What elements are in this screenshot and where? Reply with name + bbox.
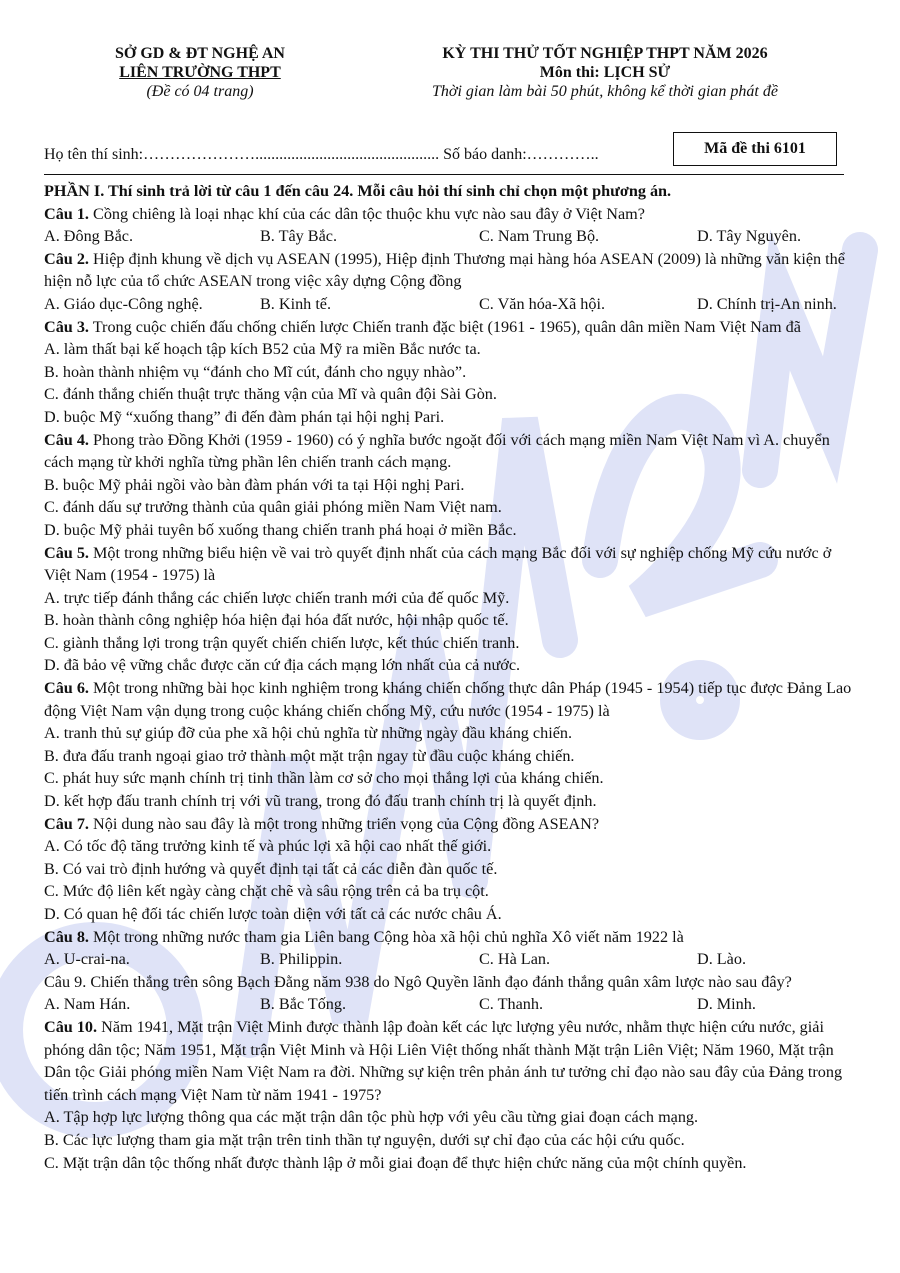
option-c: C. Văn hóa-Xã hội.: [479, 294, 606, 313]
question-label: Câu 9.: [44, 972, 87, 991]
exam-header: [0, 44, 900, 110]
question-7: [44, 813, 856, 836]
exam-time: Thời gian làm bài 50 phút, không kể thời gian phát đề: [432, 83, 778, 100]
option-d: D. buộc Mỹ “xuống thang” đi đến đàm phán tại hội nghị Pari.: [44, 407, 445, 426]
option-a: A. Đông Bắc.: [44, 227, 134, 246]
question-text: Hiệp định khung về dịch vụ ASEAN (1995), Hiệp định Thương mại hàng hóa ASEAN (2009) là những văn kiện thể hiện nỗ lực của tổ chức ASEAN trong việc xây dựng Cộng đồng: [44, 249, 845, 291]
option-a: A. tranh thủ sự giúp đỡ của phe xã hội chủ nghĩa từ những ngày đầu kháng chiến.: [44, 724, 573, 743]
option-c: C. Mặt trận dân tộc thống nhất được thành lập ở mỗi giai đoạn để thực hiện chức năng của một chính quyền.: [44, 1153, 747, 1172]
option-a: A. U-crai-na.: [44, 950, 130, 969]
question-text: Trong cuộc chiến đấu chống chiến lược Chiến tranh đặc biệt (1961 - 1965), quân dân miền Nam Việt Nam đã: [88, 317, 801, 336]
school-name: LIÊN TRƯỜNG THPT: [119, 64, 281, 81]
option-d: D. Có quan hệ đối tác chiến lược toàn diện với tất cả các nước châu Á.: [44, 905, 502, 923]
option-c: C. phát huy sức mạnh chính trị tinh thần làm cơ sở cho mọi thắng lợi của kháng chiến.: [44, 769, 604, 788]
department-name: SỞ GD & ĐT NGHỆ AN: [115, 45, 285, 62]
option-d: D. đã bảo vệ vững chắc được căn cứ địa cách mạng lớn nhất của cả nước.: [44, 656, 521, 675]
option-a: A. trực tiếp đánh thắng các chiến lược chiến tranh mới của đế quốc Mỹ.: [44, 588, 510, 607]
question-text: Năm 1941, Mặt trận Việt Minh được thành lập đoàn kết các lực lượng yêu nước, nhằm thực hiện cứu nước, giải phóng dân tộc; Năm 1951, Mặt trận Việt Minh và Hội Liên Việt thống nhất thành Mặt trận Liên Việt; Năm 1960, Mặt trận Dân tộc Giải phóng miền Nam Việt Nam ra đời. Những sự kiện trên phản ánh tư tưởng chỉ đạo nào sau đây của Đảng trong tiến trình cách mạng Việt Nam từ năm 1941 - 1975?: [44, 1017, 843, 1104]
options-row: [44, 993, 856, 1016]
option-c: C. Mức độ liên kết ngày càng chặt chẽ và sâu rộng trên cả ba trụ cột.: [44, 882, 489, 901]
question-label: Câu 4.: [44, 430, 89, 449]
question-label: Câu 3.: [44, 317, 89, 336]
option-d: D. Minh.: [697, 995, 756, 1014]
options-row: [44, 293, 856, 316]
question-text: Chiến thắng trên sông Bạch Đằng năm 938 do Ngô Quyền lãnh đạo đánh thắng quân xâm lược nào sau đây?: [86, 972, 792, 991]
question-8: [44, 926, 856, 949]
option-b: B. Philippin.: [260, 950, 343, 969]
option-a: A. Tập hợp lực lượng thông qua các mặt trận dân tộc phù hợp với yêu cầu từng giai đoạn cách mạng.: [44, 1108, 699, 1127]
option-c: C. Hà Lan.: [479, 950, 551, 969]
question-label: Câu 10.: [44, 1017, 98, 1036]
question-label: Câu 5.: [44, 543, 89, 562]
question-5: [44, 542, 856, 587]
question-3: [44, 316, 856, 339]
option-b: B. hoàn thành nhiệm vụ “đánh cho Mĩ cút, đánh cho ngụy nhào”.: [44, 362, 467, 381]
question-text: Một trong những bài học kinh nghiệm trong kháng chiến chống thực dân Pháp (1945 - 1954) tiếp tục được Đảng Lao động Việt Nam vận dụng trong cuộc kháng chiến chống Mỹ, cứu nước (1954 - 1975) là: [44, 679, 852, 720]
option-c: C. giành thắng lợi trong trận quyết chiến chiến lược, kết thúc chiến tranh.: [44, 633, 520, 652]
option-d: D. Lào.: [697, 950, 746, 969]
option-b: B. đưa đấu tranh ngoại giao trở thành một mặt trận ngay từ đầu cuộc kháng chiến.: [44, 746, 575, 765]
question-text: Nội dung nào sau đây là một trong những triển vọng của Cộng đồng ASEAN?: [88, 814, 600, 833]
option-b: B. hoàn thành công nghiệp hóa hiện đại hóa đất nước, hội nhập quốc tế.: [44, 611, 509, 630]
question-label: Câu 6.: [44, 679, 89, 698]
question-text: Cồng chiêng là loại nhạc khí của các dân tộc thuộc khu vực nào sau đây ở Việt Nam?: [88, 204, 645, 223]
question-10: [44, 1016, 856, 1106]
exam-content: [44, 180, 856, 1174]
question-text: Một trong những nước tham gia Liên bang Cộng hòa xã hội chủ nghĩa Xô viết năm 1922 là: [88, 927, 684, 946]
issuer-block: [100, 44, 300, 101]
question-9: [44, 971, 856, 994]
option-b: B. Bắc Tống.: [260, 995, 347, 1014]
question-text: Một trong những biểu hiện về vai trò quyết định nhất của cách mạng Bắc đối với sự nghiệp chống Mỹ cứu nước ở Việt Nam (1954 - 1975) là: [44, 543, 832, 585]
option-d: D. Chính trị-An ninh.: [697, 294, 837, 313]
option-a: A. Có tốc độ tăng trưởng kinh tế và phúc lợi xã hội cao nhất thế giới.: [44, 837, 492, 856]
option-c: C. đánh dấu sự trưởng thành của quân giải phóng miền Nam Việt nam.: [44, 498, 502, 517]
exam-subject: Môn thi: LỊCH SỬ: [539, 64, 671, 81]
question-1: [44, 203, 856, 226]
option-c: C. Thanh.: [479, 995, 543, 1014]
question-label: Câu 1.: [44, 204, 89, 223]
header-divider: [44, 174, 844, 175]
option-d: D. buộc Mỹ phải tuyên bố xuống thang chiến tranh phá hoại ở miền Bắc.: [44, 520, 517, 539]
option-d: D. Tây Nguyên.: [697, 227, 802, 246]
question-2: [44, 248, 856, 293]
option-b: B. Tây Bắc.: [260, 227, 338, 246]
question-label: Câu 8.: [44, 927, 89, 946]
exam-title-block: [395, 44, 815, 101]
option-b: B. buộc Mỹ phải ngồi vào bàn đàm phán với ta tại Hội nghị Pari.: [44, 475, 465, 494]
question-4: [44, 429, 856, 474]
option-a: A. Giáo dục-Công nghệ.: [44, 294, 203, 313]
question-label: Câu 2.: [44, 249, 89, 268]
option-c: C. đánh thắng chiến thuật trực thăng vận của Mĩ và quân đội Sài Gòn.: [44, 385, 497, 404]
exam-title: KỲ THI THỬ TỐT NGHIỆP THPT NĂM 2026: [442, 45, 768, 62]
option-b: B. Các lực lượng tham gia mặt trận trên tinh thần tự nguyện, dưới sự chỉ đạo của các hội cứu quốc.: [44, 1130, 685, 1149]
option-a: A. Nam Hán.: [44, 995, 131, 1014]
question-text: Phong trào Đồng Khởi (1959 - 1960) có ý nghĩa bước ngoặt đối với cách mạng miền Nam Việt Nam vì A. chuyển cách mạng từ khởi nghĩa từng phần lên chiến tranh cách mạng.: [44, 430, 830, 472]
option-b: B. Có vai trò định hướng và quyết định tại tất cả các diễn đàn quốc tế.: [44, 859, 498, 878]
question-label: Câu 7.: [44, 814, 89, 833]
options-row: [44, 225, 856, 248]
option-b: B. Kinh tế.: [260, 294, 332, 313]
question-6: [44, 677, 856, 722]
student-info-line: Họ tên thí sinh:………………….............................................. Số báo danh:…………..: [44, 146, 599, 163]
options-row: [44, 948, 856, 971]
option-d: D. kết hợp đấu tranh chính trị với vũ trang, trong đó đấu tranh chính trị là quyết định.: [44, 792, 597, 811]
page-count-note: (Đề có 04 trang): [146, 83, 254, 100]
exam-code-box: Mã đề thi 6101: [673, 132, 837, 166]
part-title: PHẦN I. Thí sinh trả lời từ câu 1 đến câu 24. Mỗi câu hỏi thí sinh chỉ chọn một phương án.: [44, 182, 672, 200]
option-a: A. làm thất bại kế hoạch tập kích B52 của Mỹ ra miền Bắc nước ta.: [44, 340, 481, 359]
option-c: C. Nam Trung Bộ.: [479, 227, 600, 246]
